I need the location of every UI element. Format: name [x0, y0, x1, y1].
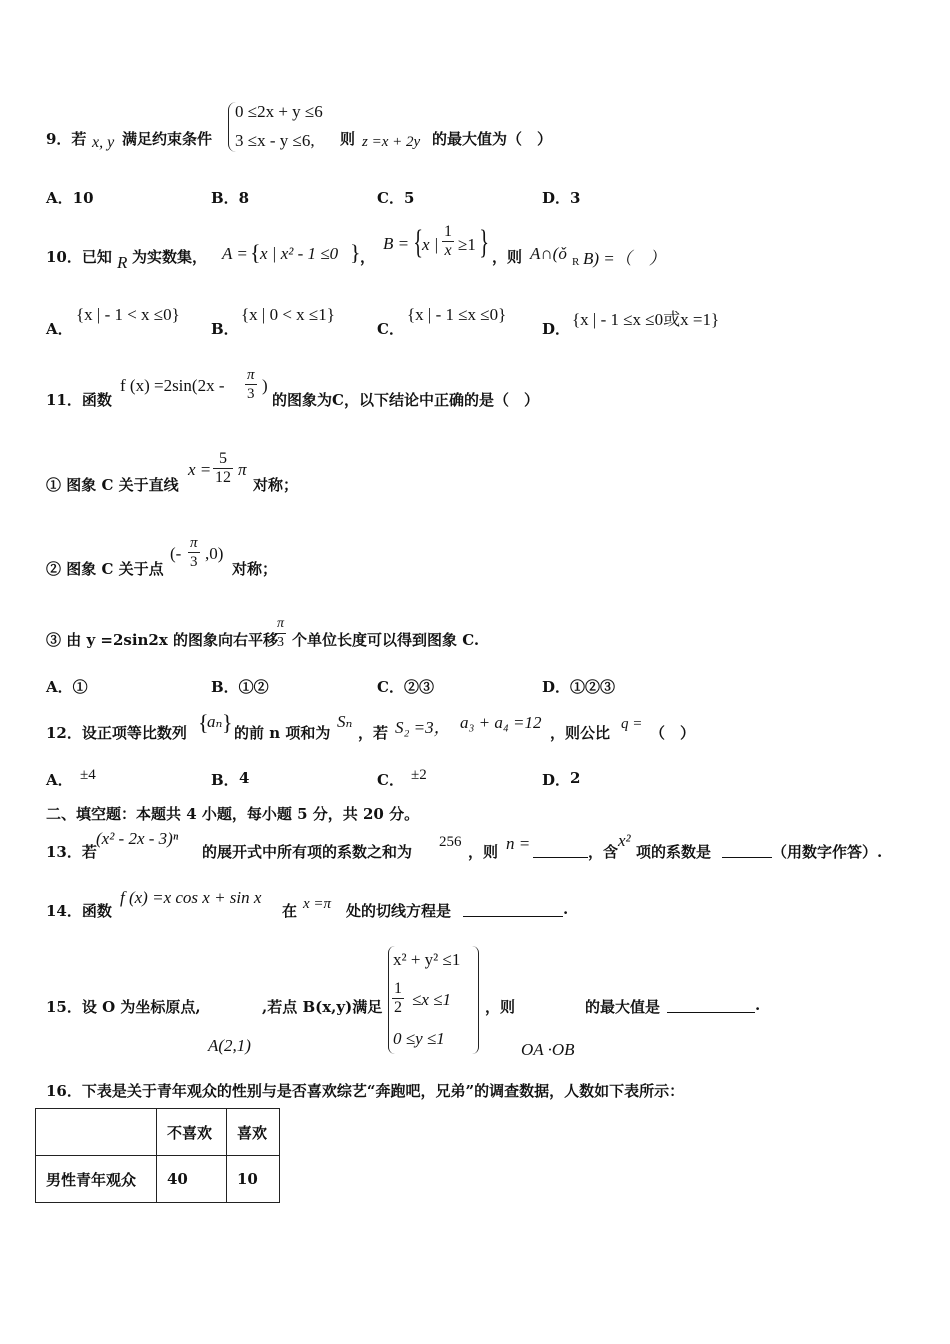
- q10-A-close-brace: }: [350, 240, 361, 265]
- q12-option-c-value[interactable]: ±2: [411, 767, 427, 783]
- q12-option-c-label[interactable]: C．: [377, 771, 404, 789]
- q10-option-a-label[interactable]: A．: [46, 320, 73, 338]
- q9-mid-text: 满足约束条件: [122, 130, 213, 148]
- q10-B-close-brace: }: [479, 224, 490, 261]
- q9-option-a[interactable]: A．10: [46, 189, 94, 207]
- q10-mid: 为实数集，: [132, 248, 208, 266]
- q9-constraint-2: 3 ≤x - y ≤6,: [235, 131, 315, 150]
- q14-end: .: [563, 900, 569, 918]
- q11-s1-den: 12: [215, 469, 231, 486]
- q15-constraint-2-fraction: [392, 980, 404, 1017]
- q12-number: 12．设正项等比数列: [46, 724, 187, 742]
- q11-statement-2: ② 图象 C 关于点: [46, 560, 164, 578]
- q11-option-a[interactable]: A．①: [46, 678, 88, 696]
- section-2-heading: 二、填空题：本题共 4 小题，每小题 5 分，共 20 分。: [46, 805, 420, 823]
- q10-option-d-label[interactable]: D．: [542, 320, 571, 338]
- q10-comma: ，: [360, 248, 376, 266]
- q12-option-b-value[interactable]: 4: [239, 769, 250, 787]
- q15-constraint-1: x² + y² ≤1: [393, 950, 461, 969]
- q10-number: 10．已知: [46, 248, 112, 266]
- q11-s2-tail: 对称；: [232, 560, 278, 578]
- table-header-empty: [36, 1109, 157, 1156]
- q10-R: R: [117, 253, 128, 272]
- q15-dot-product: OA ·OB: [521, 1040, 575, 1059]
- q10-option-b-label[interactable]: B．: [211, 320, 239, 338]
- table-row: [36, 1156, 280, 1203]
- q12-option-a-value[interactable]: ±4: [80, 767, 96, 783]
- q12-a3-a4: a₃ + a₄ =12: [460, 713, 542, 732]
- q13-mid: 的展开式中所有项的系数之和为: [202, 843, 413, 861]
- q10-option-d-value[interactable]: {x | - 1 ≤x ≤0或x =1}: [572, 310, 720, 329]
- q11-option-c[interactable]: C．②③: [377, 678, 434, 696]
- q11-s1-pi: π: [238, 460, 247, 479]
- q12-paren: （ ）: [650, 724, 696, 742]
- q12-if: ，若: [358, 724, 389, 742]
- q10-B-frac-num: 1: [444, 223, 452, 240]
- q16-text: 16．下表是关于青年观众的性别与是否喜欢综艺“奔跑吧，兄弟”的调查数据，人数如下表所示：: [46, 1082, 685, 1100]
- q15-tail: 的最大值是: [585, 998, 661, 1016]
- q9-objective: z =x + 2y: [362, 134, 421, 150]
- q12-S2: S₂ =3，: [395, 718, 451, 737]
- q11-close-paren: ): [262, 376, 268, 395]
- q11-number: 11．函数: [46, 391, 112, 409]
- q11-s2-open: (-: [170, 544, 182, 563]
- q9-vars: x, y: [92, 134, 115, 151]
- q10-B-fraction: [442, 223, 454, 260]
- q12-an-close: }: [222, 710, 233, 735]
- q10-B-open-brace: {: [413, 224, 424, 261]
- q14-number: 14．函数: [46, 902, 112, 920]
- q14-function: f (x) =x cos x + sin x: [120, 888, 262, 907]
- q10-option-c-value[interactable]: {x | - 1 ≤x ≤0}: [407, 305, 507, 324]
- q10-option-b-value[interactable]: {x | 0 < x ≤1}: [241, 305, 335, 324]
- q11-statement-3: ③ 由 y =2sin2x 的图象向右平移: [46, 631, 279, 649]
- q13-x2: x²: [618, 831, 631, 850]
- q13-tail-2: （用数字作答）.: [772, 843, 883, 861]
- q9-option-d[interactable]: D．3: [542, 189, 581, 207]
- q11-s3-num: π: [275, 615, 286, 634]
- q11-fraction: [245, 366, 257, 403]
- q13-tail: 项的系数是: [636, 843, 712, 861]
- q11-s2-num: π: [190, 535, 198, 551]
- q15-then: ，则: [485, 998, 516, 1016]
- q11-s3-den: 3: [277, 635, 284, 650]
- q15-constraint-3: 0 ≤y ≤1: [393, 1029, 445, 1048]
- q10-B-set-right: ≥1: [458, 235, 476, 254]
- q11-option-d[interactable]: D．①②③: [542, 678, 616, 696]
- q13-expression: (x² - 2x - 3)ⁿ: [96, 829, 179, 848]
- q12-option-b-label[interactable]: B．: [211, 771, 239, 789]
- q10-then: ，则: [492, 248, 523, 266]
- q12-tail: ，则公比: [550, 724, 611, 742]
- q11-tail: 的图象为C，以下结论中正确的是（ ）: [272, 391, 539, 409]
- q15-A-point: A(2,1): [208, 1036, 251, 1055]
- q10-expression-sub: R: [572, 256, 580, 268]
- q11-s2-fraction: [188, 534, 200, 571]
- q10-expression-2: B) =（ ）: [583, 249, 666, 268]
- q14-blank[interactable]: [463, 899, 563, 917]
- q11-s2-den: 3: [190, 554, 198, 570]
- q13-blank-2[interactable]: [722, 840, 772, 858]
- q10-expression: A∩(ǒ: [530, 244, 567, 263]
- q11-function: f (x) =2sin(2x -: [120, 376, 225, 395]
- q9-tail: 的最大值为（ ）: [432, 130, 553, 148]
- q12-q: q =: [621, 716, 643, 732]
- q15-right-brace: [472, 946, 479, 1054]
- q12-an-open: {: [198, 710, 209, 735]
- q15-c2-den: 2: [394, 999, 402, 1016]
- table-cell-dislike: 40: [157, 1156, 227, 1203]
- q11-frac-pi: π: [247, 367, 255, 383]
- q15-blank[interactable]: [667, 995, 755, 1013]
- q13-blank-1[interactable]: [533, 840, 588, 858]
- q11-s1-num: 5: [213, 450, 233, 469]
- q10-option-a-value[interactable]: {x | - 1 < x ≤0}: [76, 305, 180, 324]
- q12-Sn: Sₙ: [337, 712, 353, 731]
- table-header-dislike: 不喜欢: [157, 1109, 227, 1156]
- q12-option-a-label[interactable]: A．: [46, 771, 73, 789]
- q11-s1-fraction: [213, 450, 233, 487]
- table-cell-like: 10: [227, 1156, 280, 1203]
- q14-tail: 处的切线方程是: [346, 902, 452, 920]
- q9-then: 则: [340, 130, 356, 148]
- q11-statement-1: ① 图象 C 关于直线: [46, 476, 179, 494]
- q11-s3-fraction: [275, 615, 286, 652]
- q11-s1-tail: 对称；: [253, 476, 299, 494]
- q12-mid: 的前 n 项和为: [234, 724, 331, 742]
- q11-option-b[interactable]: B．①②: [211, 678, 269, 696]
- q15-mid: ,若点 B(x,y)满足: [262, 998, 383, 1016]
- survey-table: [35, 1108, 280, 1203]
- q15-c2-num: 1: [394, 980, 402, 997]
- q12-option-d-value[interactable]: 2: [570, 769, 581, 787]
- q9-option-c[interactable]: C．5: [377, 189, 415, 207]
- q9-constraint-1: 0 ≤2x + y ≤6: [235, 102, 323, 121]
- q10-A-set: x | x² - 1 ≤0: [260, 244, 339, 263]
- q11-s1-x: x =: [188, 460, 212, 479]
- q9-option-b[interactable]: B．8: [211, 189, 250, 207]
- table-header-like: 喜欢: [227, 1109, 280, 1156]
- q10-A-open-brace: {: [250, 240, 261, 265]
- q10-B-set-left: x |: [422, 235, 439, 254]
- q11-frac-3: 3: [247, 386, 255, 402]
- q15-number: 15．设 O 为坐标原点,: [46, 998, 201, 1016]
- table-header-row: [36, 1109, 280, 1156]
- q10-B-label: B =: [383, 234, 410, 253]
- q13-value: 256: [439, 834, 462, 850]
- q14-at: 在: [282, 902, 298, 920]
- q13-n: n =: [506, 834, 531, 853]
- q9-number: 9．若: [46, 130, 87, 148]
- q13-then: ，则: [468, 843, 499, 861]
- q13-number: 13．若: [46, 843, 97, 861]
- q12-an: aₙ: [207, 712, 223, 731]
- q10-A-label: A =: [222, 244, 248, 263]
- q11-s2-close: ,0): [205, 544, 224, 563]
- q15-end: .: [755, 996, 761, 1014]
- q13-comma: ，含: [588, 843, 619, 861]
- q10-B-frac-den: x: [444, 242, 452, 259]
- table-row-label: 男性青年观众: [36, 1156, 157, 1203]
- q11-s3-tail: 个单位长度可以得到图象 C.: [292, 631, 480, 649]
- q12-option-d-label[interactable]: D．: [542, 771, 571, 789]
- q10-option-c-label[interactable]: C．: [377, 320, 404, 338]
- q15-constraint-2: ≤x ≤1: [412, 990, 451, 1009]
- q14-x: x =π: [303, 896, 332, 912]
